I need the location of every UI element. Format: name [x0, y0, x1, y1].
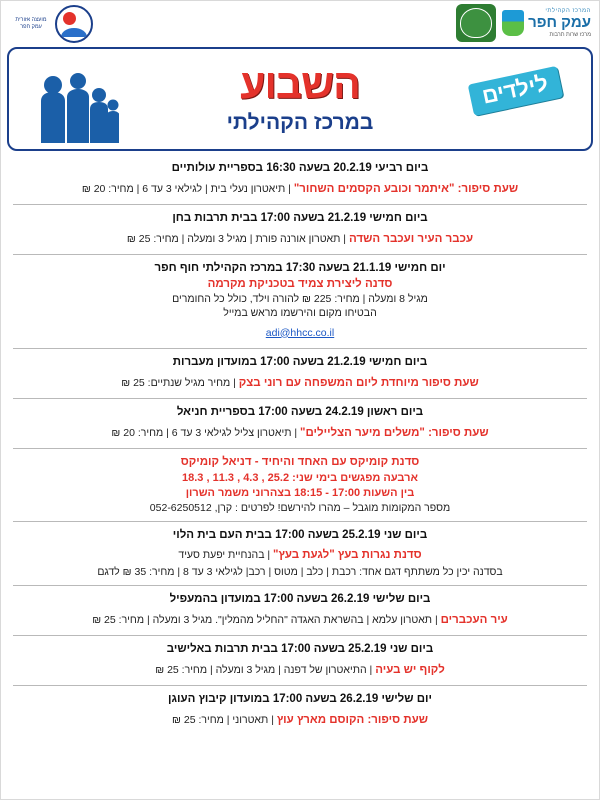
event-heading: ביום חמישי 21.2.19 בשעה 17:00 בבית תרבות בחן — [172, 212, 428, 225]
event-meta: | התיאטרון של דפנה | מגיל 3 ומעלה | מחיר: 25 ₪ — [155, 663, 376, 676]
event-details — [13, 658, 587, 680]
event-details — [13, 543, 587, 565]
event-item — [13, 205, 587, 255]
event-meta: | תיאטרון צליל לגילאי 3 עד 6 | מחיר: 20 ₪ — [111, 426, 301, 439]
family-silhouette-icon — [33, 71, 119, 143]
event-title: לקוף יש בעיה — [375, 663, 445, 676]
event-email-line — [13, 321, 587, 343]
event-title: שעת סיפור: הקוסם מארץ עוץ — [276, 713, 428, 726]
event-registration-note: מספר המקומות מוגבל – מהרו להירשם! לפרטים : קרן, 052-6250512 — [149, 501, 451, 514]
event-heading: ביום שלישי 26.2.19 בשעה 17:00 במועדון בהמעפיל — [169, 593, 431, 606]
event-details — [13, 177, 587, 199]
event-heading: ביום רביעי 20.2.19 בשעה 16:30 בספריית עולותיים — [171, 162, 429, 174]
event-item — [13, 586, 587, 636]
event-heading: ביום שני 25.2.19 בשעה 17:00 בבית תרבות באלישיב — [166, 643, 434, 656]
event-item — [13, 349, 587, 399]
hefer-mark-icon — [502, 10, 524, 36]
event-title: עיר העכברים — [440, 613, 508, 626]
event-heading: ביום חמישי 21.2.19 בשעה 17:00 במועדון מעברות — [172, 356, 428, 369]
hefer-logo-main-text: עמק חפר — [528, 14, 591, 32]
banner-title: השבוע — [240, 61, 360, 107]
council-emblem-group — [11, 5, 93, 43]
event-details — [13, 371, 587, 393]
event-title: סדנת קומיקס עם האחד והיחיד - דניאל קומיקס — [180, 456, 420, 469]
banner-subtitle: במרכז הקהילתי — [226, 111, 374, 134]
header-logo-bar — [1, 1, 599, 47]
event-details — [13, 608, 587, 630]
event-meta: | תאטרון עלמא | בהשראת האגדה "החליל מהמלין". מגיל 3 ומעלה | מחיר: 25 ₪ — [92, 613, 441, 626]
community-center-logo-group — [456, 4, 591, 42]
event-heading: ביום ראשון 24.2.19 בשעה 17:00 בספריית חניאל — [176, 406, 424, 419]
event-details — [13, 421, 587, 443]
event-item — [13, 522, 587, 586]
hefer-logo-text — [528, 8, 591, 37]
hefer-logo-top-text: המרכז הקהילתי — [545, 8, 591, 15]
banner-kids-badge: לילדים — [468, 66, 563, 116]
event-item — [13, 399, 587, 449]
event-details — [13, 708, 587, 730]
event-details — [13, 227, 587, 249]
event-meta: | תיאטרון נעלי בית | לגילאי 3 עד 6 | מחיר: 20 ₪ — [81, 182, 294, 195]
event-title: שעת סיפור מיוחדת ליום המשפחה עם רוני בצק — [238, 376, 479, 389]
event-dates: ארבעה מפגשים בימי שני: 25.2 , 4.3 , 11.3 , 18.3 — [182, 471, 418, 484]
council-emblem-icon — [55, 5, 93, 43]
event-title: שעת סיפור: "איתמר וכובע הקסמים השחור" — [293, 182, 519, 195]
hefer-logo — [502, 8, 591, 37]
event-item — [13, 155, 587, 205]
council-emblem-wordmark: מועצה אזורית עמק חפר — [15, 17, 47, 30]
registration-email-link[interactable]: adi@hhcc.co.il — [265, 326, 335, 339]
hefer-logo-sub-text: מרכז שרות תרבות — [549, 31, 591, 38]
event-meta: | בהנחיית יפעת סעיד — [178, 549, 274, 562]
event-extra-note: בסדנה יכין כל משתתף דגם אחד: רכבת | כלב | מטוס | רכב| לגילאי 3 עד 8 | מחיר: 35 ₪ לדגם — [97, 565, 503, 578]
event-heading: ביום שני 25.2.19 בשעה 17:00 בבית העם בית הלוי — [172, 528, 428, 541]
event-meta: | מחיר מגיל שנתיים: 25 ₪ — [121, 376, 239, 389]
event-meta: | תאטרון אורנה פורת | מגיל 3 ומעלה | מחיר: 25 ₪ — [126, 232, 349, 245]
event-heading: יום שלישי 26.2.19 בשעה 17:00 במועדון קיבוץ העוגן — [168, 693, 432, 706]
event-price-note: מגיל 8 ומעלה | מחיר: 225 ₪ להורה וילד, כולל כל החומרים — [172, 293, 428, 306]
event-title: עכבר העיר ועכבר השדה — [348, 232, 474, 245]
event-title: שעת סיפור: "משלים מיער הצליילים" — [300, 426, 489, 439]
event-title: סדנת נגרות בעץ "לגעת בעץ" — [273, 549, 422, 562]
event-item — [13, 636, 587, 686]
main-banner — [7, 47, 593, 151]
event-registration-text: הבטיחו מקום והירשמו מראש במייל — [223, 307, 377, 320]
event-meta: | תאטרוני | מחיר: 25 ₪ — [172, 713, 277, 726]
events-list — [1, 151, 599, 735]
event-item — [13, 255, 587, 349]
event-heading: יום חמישי 21.1.19 בשעה 17:30 במרכז הקהילתי חוף חפר — [154, 262, 446, 275]
event-title: סדנה ליצירת צמיד בטכניקת מקרמה — [207, 277, 393, 290]
event-hours: בין השעות 17:00 - 18:15 בצהרוני משמר השרון — [185, 486, 415, 499]
event-item — [13, 449, 587, 521]
green-municipal-emblem-icon — [456, 4, 496, 42]
event-item — [13, 686, 587, 735]
event-registration-note — [13, 306, 587, 320]
